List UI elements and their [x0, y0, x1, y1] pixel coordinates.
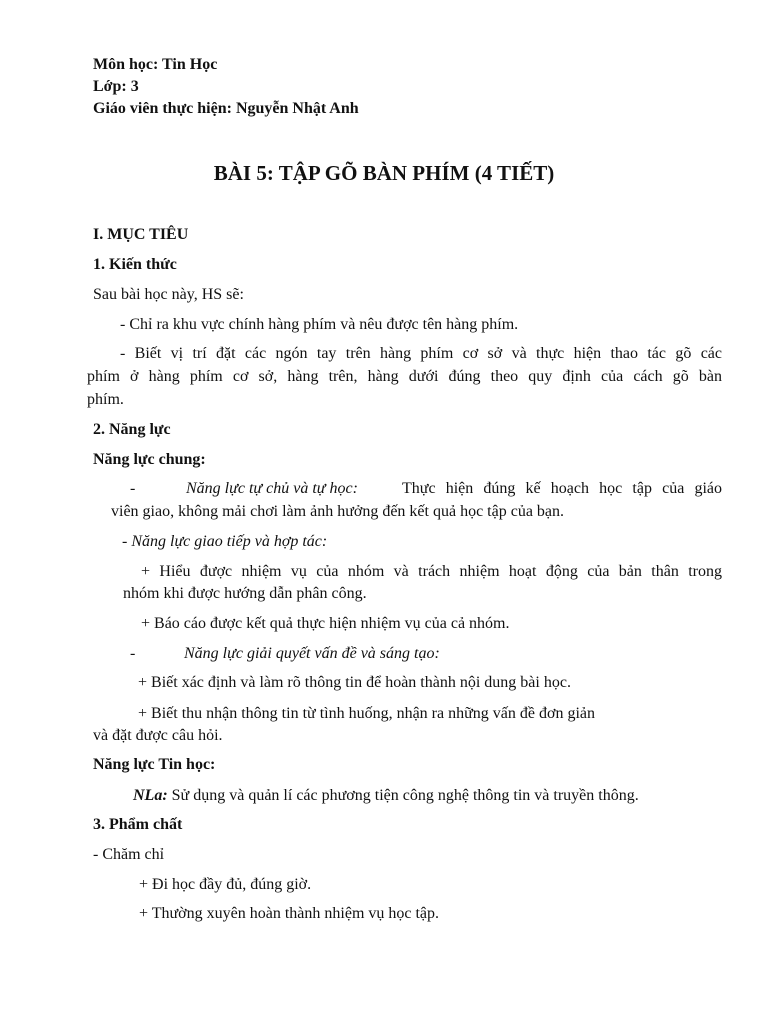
communication-label: - Năng lực giao tiếp và hợp tác:: [122, 533, 328, 550]
nla-text: Sử dụng và quản lí các phương tiện công nghệ thông tin và truyền thông.: [167, 787, 639, 804]
teacher-line: Giáo viên thực hiện: Nguyễn Nhật Anh: [93, 100, 359, 117]
subheading-competence: 2. Năng lực: [93, 421, 171, 438]
section-heading-objectives: I. MỤC TIÊU: [93, 226, 189, 243]
knowledge-bullet-2-line-1: - Biết vị trí đặt các ngón tay trên hàng phím cơ sở và thực hiện thao tác gõ các: [120, 345, 722, 362]
subject-line: Môn học: Tin Học: [93, 56, 218, 73]
grade-line: Lớp: 3: [93, 78, 139, 95]
lesson-title: BÀI 5: TẬP GÕ BÀN PHÍM (4 TIẾT): [213, 161, 555, 185]
knowledge-bullet-1: - Chỉ ra khu vực chính hàng phím và nêu được tên hàng phím.: [120, 316, 519, 333]
nla-line: [133, 786, 639, 806]
knowledge-bullet-2-line-3: phím.: [87, 391, 124, 408]
self-study-label: Năng lực tự chủ và tự học:: [186, 480, 358, 497]
problem-solving-dash: -: [130, 645, 136, 662]
communication-item-1-line-1: + Hiểu được nhiệm vụ của nhóm và trách nhiệm hoạt động của bản thân trong: [141, 563, 722, 580]
qualities-item: - Chăm chỉ: [93, 846, 165, 863]
knowledge-bullet-2-line-2: phím ở hàng phím cơ sở, hàng trên, hàng dưới đúng theo quy định của cách gõ bàn: [87, 368, 722, 385]
knowledge-intro: Sau bài học này, HS sẽ:: [93, 286, 244, 303]
self-study-text-line-2: viên giao, không mải chơi làm ảnh hưởng đến kết quả học tập của bạn.: [111, 503, 565, 520]
problem-solving-item-1: + Biết xác định và làm rõ thông tin để hoàn thành nội dung bài học.: [138, 674, 571, 691]
communication-item-1-line-2: nhóm khi được hướng dẫn phân công.: [123, 585, 367, 602]
subheading-knowledge: 1. Kiến thức: [93, 256, 177, 273]
problem-solving-label: Năng lực giải quyết vấn đề và sáng tạo:: [184, 645, 440, 662]
problem-solving-item-2-line-1: + Biết thu nhận thông tin từ tình huống, nhận ra những vấn đề đơn giản: [138, 705, 595, 722]
self-study-text-line-1: Thực hiện đúng kế hoạch học tập của giáo: [402, 480, 722, 497]
it-competence-heading: Năng lực Tin học:: [93, 756, 216, 773]
communication-item-2: + Báo cáo được kết quả thực hiện nhiệm vụ của cả nhóm.: [141, 615, 510, 632]
subheading-qualities: 3. Phẩm chất: [93, 816, 183, 833]
self-study-dash: -: [130, 480, 136, 497]
nla-label: NLa:: [133, 787, 168, 804]
qualities-sub-2: + Thường xuyên hoàn thành nhiệm vụ học tập.: [139, 905, 440, 922]
general-competence-heading: Năng lực chung:: [93, 451, 206, 468]
problem-solving-item-2-line-2: và đặt được câu hỏi.: [93, 727, 223, 744]
qualities-sub-1: + Đi học đầy đủ, đúng giờ.: [139, 876, 312, 893]
